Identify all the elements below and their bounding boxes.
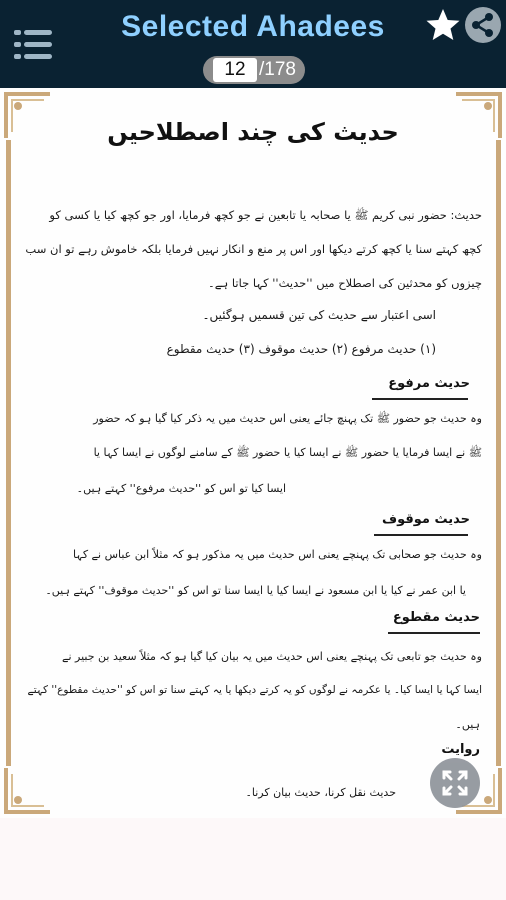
section-title-mauquf: حدیث موقوف (381, 512, 470, 527)
paragraph-line: حدیث: حضور نبی کریم ﷺ یا صحابہ یا تابعین نے جو کچھ فرمایا، اور جو کچھ کیا یا کسی کو (49, 208, 482, 222)
paragraph-line: چیزوں کو محدثین کی اصطلاح میں ''حدیث'' کہا جاتا ہے۔ (208, 276, 482, 290)
paragraph-line: ہیں۔ (455, 718, 480, 731)
app-title: Selected Ahadees (121, 10, 385, 43)
section-underline (388, 632, 480, 634)
share-icon[interactable] (464, 6, 502, 44)
paragraph-line: وہ حدیث جو تابعی تک پہنچے یعنی اس حدیث میں یہ بیان کیا گیا ہو کہ مثلاً سعید بن جبیر نے (62, 650, 482, 663)
fullscreen-icon (430, 758, 480, 808)
page-navigator (203, 56, 305, 84)
page-number-input[interactable]: 12 (213, 58, 257, 82)
section-title-marfu: حدیث مرفوع (388, 376, 470, 391)
intro-line: اسی اعتبار سے حدیث کی تین قسمیں ہوگئیں۔ (202, 308, 436, 322)
paragraph-line: یا ابن عمر نے کیا یا ابن مسعود نے ایسا کیا یا ایسا سنا تو اس کو ''حدیث موقوف'' کہتے ہیں۔ (45, 584, 466, 597)
paragraph-line: وہ حدیث جو حضور ﷺ تک پہنچ جائے یعنی اس حدیث میں یہ ذکر کیا گیا ہو کہ حضور (93, 412, 482, 425)
paragraph-line: ایسا کہا یا ایسا کیا۔ یا عکرمہ نے لوگوں کو یہ کرتے دیکھا یا یہ کہتے سنا تو اس کو ''حدیث مقطوع'' کہتے (27, 684, 482, 696)
page-border-right (496, 140, 501, 766)
page-total: /178 (259, 59, 296, 80)
star-icon[interactable] (424, 6, 462, 44)
types-line: (۱) حدیث مرفوع (۲) حدیث موقوف (۳) حدیث مقطوع (166, 342, 436, 356)
section-title-riwayat: روایت (441, 742, 480, 757)
section-underline (372, 398, 468, 400)
paragraph-line: ﷺ نے ایسا فرمایا یا حضور ﷺ نے ایسا کیا یا حضور ﷺ کے سامنے لوگوں نے ایسا کہا یا (93, 446, 482, 459)
paragraph-line: کچھ کہتے سنا یا کچھ کرتے دیکھا اور اس پر منع و انکار نہیں فرمایا بلکہ خاموش رہے تو ان سب (25, 242, 482, 256)
corner-ornament-icon (454, 92, 502, 140)
page-heading: حدیث کی چند اصطلاحیں (107, 118, 399, 146)
fullscreen-button[interactable] (430, 758, 480, 808)
page-border-left (6, 140, 11, 766)
paragraph-line: حدیث نقل کرنا، حدیث بیان کرنا۔ (245, 786, 396, 799)
paragraph-line: ایسا کیا تو اس کو ''حدیث مرفوع'' کہتے ہیں۔ (76, 482, 286, 495)
section-underline (374, 534, 468, 536)
corner-ornament-icon (4, 92, 52, 140)
paragraph-line: وہ حدیث جو صحابی تک پہنچے یعنی اس حدیث میں یہ مذکور ہو کہ مثلاً ابن عباس نے کہا (73, 548, 482, 561)
app-header (0, 0, 506, 88)
corner-ornament-icon (4, 766, 52, 814)
section-title-maqtu: حدیث مقطوع (392, 610, 480, 625)
